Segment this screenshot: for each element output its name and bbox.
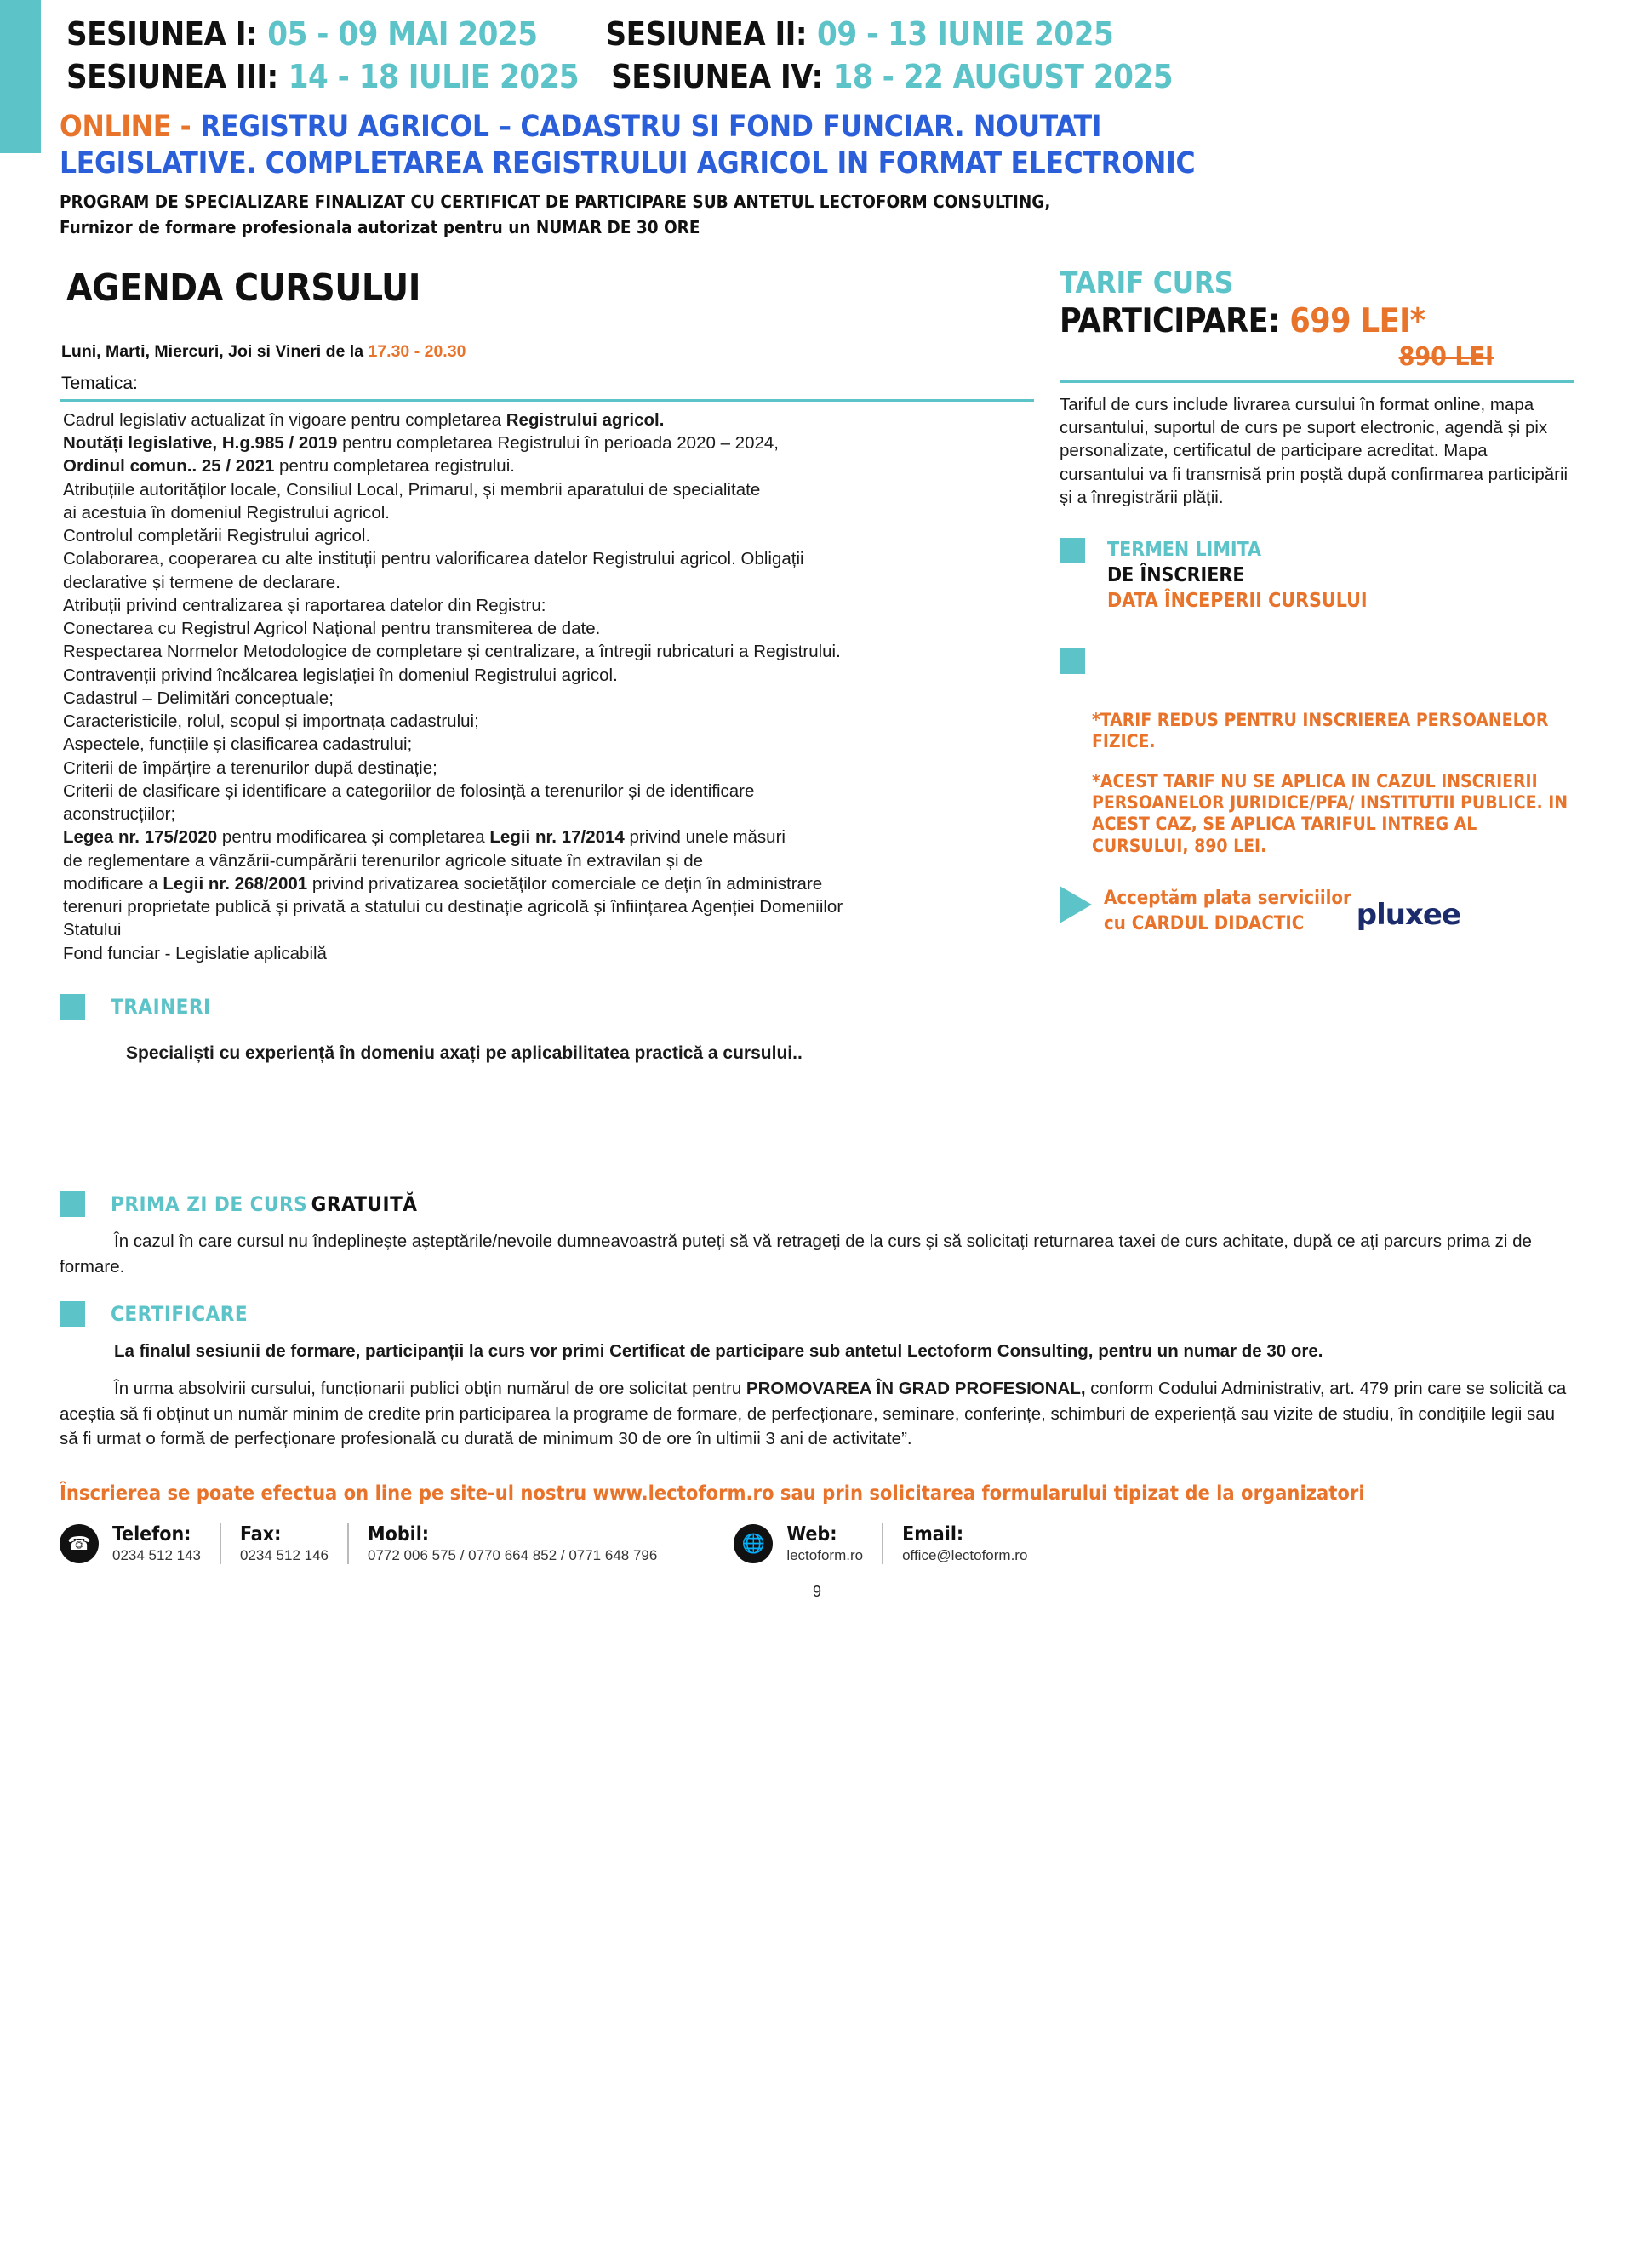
session-1 <box>66 15 538 53</box>
payment-line-2: cu CARDUL DIDACTIC <box>1104 913 1305 935</box>
globe-icon: 🌐 <box>734 1524 773 1563</box>
square-bullet-icon <box>1060 648 1085 674</box>
deadline-line-1: TERMEN LIMITA <box>1107 539 1261 562</box>
certificare-header <box>60 1301 1574 1327</box>
tarif-price-row <box>1060 302 1574 340</box>
footer-web <box>786 1523 863 1564</box>
mobil-label: Mobil: <box>368 1523 430 1546</box>
agenda-item: declarative și termene de declarare. <box>63 572 340 592</box>
agenda-column <box>60 266 1060 1064</box>
prima-zi-body-text: În cazul în care cursul nu îndeplinește așteptările/nevoile dumneavoastră puteți să vă retrageți de la curs și să solicitați returnarea taxei de curs achitate, după ce ați parcurs prima zi de formare. <box>60 1231 1532 1277</box>
traineri-header <box>60 994 1034 1020</box>
decorative-left-bar <box>0 0 41 153</box>
fax-label: Fax: <box>240 1523 282 1546</box>
agenda-item: Cadastrul – Delimitări conceptuale; <box>63 688 334 708</box>
agenda-item: Cadrul legislativ actualizat în vigoare pentru completarea Registrului agricol. <box>63 409 665 430</box>
agenda-item: Atribuții privind centralizarea și raportarea datelor din Registru: <box>63 595 546 615</box>
footer-email <box>902 1523 1027 1564</box>
certificare-label: CERTIFICARE <box>111 1302 249 1327</box>
tarif-notes <box>1092 710 1574 857</box>
tarif-note-1: *TARIF REDUS PENTRU INSCRIEREA PERSOANELOR FIZICE. <box>1092 709 1549 751</box>
agenda-heading: AGENDA CURSULUI <box>66 266 420 310</box>
session-2-label: SESIUNEA II: <box>605 15 808 53</box>
agenda-item: Colaborarea, cooperarea cu alte instituții pentru valorificarea datelor Registrului agricol. Obligații <box>63 549 804 569</box>
tematica-label: Tematica: <box>61 373 138 393</box>
agenda-item: Noutăți legislative, H.g.985 / 2019 pentru completarea Registrului în perioada 2020 – 2024, <box>63 433 779 454</box>
agenda-item: terenuri proprietate publică și privată a statului cu destinație agricolă și înființarea Agenției Domeniilor <box>63 897 843 917</box>
sessions-row-1 <box>66 15 1634 53</box>
agenda-item: Atribuțiile autorităților locale, Consiliul Local, Primarul, și membrii aparatului de specialitate <box>63 479 761 500</box>
agenda-item: Legea nr. 175/2020 pentru modificarea și completarea Legii nr. 17/2014 privind unele măsuri <box>63 827 786 848</box>
prima-zi-body <box>60 1229 1574 1279</box>
tarif-note-2: *ACEST TARIF NU SE APLICA IN CAZUL INSCRIERII PERSOANELOR JURIDICE/PFA/ INSTITUTII PUBLICE. IN ACEST CAZ, SE APLICA TARIFUL INTREG AL CURSULUI, 890 LEI. <box>1092 771 1568 856</box>
web-value: lectoform.ro <box>786 1547 864 1564</box>
square-bullet-icon <box>60 994 85 1020</box>
session-3 <box>66 58 579 95</box>
certificare-paragraph-1-text: La finalul sesiunii de formare, participanții la curs vor primi Certificat de participare sub antetul Lectoform Consulting, pentru un numar de 30 ore. <box>114 1341 1323 1362</box>
participare-label: PARTICIPARE: <box>1060 301 1280 340</box>
prima-zi-label-emph: GRATUITĂ <box>311 1191 418 1216</box>
payment-block <box>1060 886 1574 937</box>
agenda-item: Aspectele, funcțiile și clasificarea cadastrului; <box>63 734 413 755</box>
agenda-schedule <box>61 342 1034 362</box>
certificare-paragraph-2 <box>60 1376 1574 1452</box>
prima-zi-label-group <box>111 1192 418 1216</box>
agenda-item: ai acestuia în domeniul Registrului agricol. <box>63 502 391 523</box>
session-2 <box>606 15 1114 53</box>
deadline-line-3: DATA ÎNCEPERII CURSULUI <box>1107 589 1368 612</box>
agenda-item: Fond funciar - Legislatie aplicabilă <box>63 943 327 963</box>
certificare-section <box>60 1301 1574 1452</box>
session-3-label: SESIUNEA III: <box>66 58 278 95</box>
agenda-item: aconstrucțiilor; <box>63 804 176 825</box>
course-subtitle-line-1: PROGRAM DE SPECIALIZARE FINALIZAT CU CERTIFICAT DE PARTICIPARE SUB ANTETUL LECTOFORM CONSULTING, <box>60 191 1051 213</box>
session-1-dates: 05 - 09 MAI 2025 <box>267 15 538 53</box>
session-4 <box>611 58 1173 95</box>
agenda-item: Ordinul comun.. 25 / 2021 pentru completarea registrului. <box>63 456 515 477</box>
course-title-line-1 <box>60 109 1574 146</box>
footer-divider <box>882 1523 883 1564</box>
agenda-item: Respectarea Normelor Metodologice de completare și centralizare, a întregii rubricaturi a Registrului. <box>63 642 841 662</box>
square-bullet-icon <box>1060 538 1085 563</box>
course-subtitle-line-2: Furnizor de formare profesionala autorizat pentru un NUMAR DE 30 ORE <box>60 217 700 238</box>
bottom-sections <box>0 1191 1634 1505</box>
agenda-item: Contravenții privind încălcarea legislației în domeniul Registrului agricol. <box>63 665 618 685</box>
prima-zi-header <box>60 1191 1574 1217</box>
tarif-heading: TARIF CURS <box>1060 266 1234 300</box>
certificare-p2-part-1: În urma absolvirii cursului, funcționarii publici obțin numărul de ore solicitat pentru <box>114 1378 746 1398</box>
session-4-label: SESIUNEA IV: <box>611 58 823 95</box>
fax-value: 0234 512 146 <box>240 1547 329 1564</box>
prima-zi-label: PRIMA ZI DE CURS <box>111 1191 308 1216</box>
certificare-p2-part-2: conform Codului Administrativ, art. 479 prin care se solicită ca aceștia să fi obținut un număr minim de credite prin participarea la programe de formare, de perfecționare, seminare, conferințe, schimburi de experiență sau vizite de studiu, în condițiile legii sau să fi urmat o formă de perfecționare profesională cu durată de minimum 30 de ore în ultimii 3 ani de activitate”. <box>60 1378 1567 1449</box>
online-badge: ONLINE <box>60 110 171 144</box>
deadline-line-2: DE ÎNSCRIERE <box>1107 563 1245 586</box>
tarif-divider <box>1060 380 1574 383</box>
schedule-days: Luni, Marti, Miercuri, Joi si Vineri de la <box>61 341 369 361</box>
agenda-item: Controlul completării Registrului agricol. <box>63 526 371 546</box>
course-title-line-2: LEGISLATIVE. COMPLETAREA REGISTRULUI AGRICOL IN FORMAT ELECTRONIC <box>60 146 1196 180</box>
email-label: Email: <box>902 1523 964 1546</box>
deadline-block <box>1060 538 1574 614</box>
certificare-p2-emph: PROMOVAREA ÎN GRAD PROFESIONAL, <box>746 1378 1086 1398</box>
course-subtitle <box>60 190 1574 240</box>
agenda-items-list <box>60 408 1034 965</box>
session-2-dates: 09 - 13 IUNIE 2025 <box>817 15 1114 53</box>
traineri-body: Specialiști cu experiență în domeniu axați pe aplicabilitatea practică a cursului.. <box>126 1043 803 1063</box>
agenda-item: Criterii de clasificare și identificare a categoriilor de folosință a terenurilor și de identificare <box>63 780 755 801</box>
main-columns <box>0 241 1634 1064</box>
sessions-row-2 <box>66 58 1634 95</box>
schedule-hours: 17.30 - 20.30 <box>368 341 466 361</box>
footer-contact <box>0 1505 1634 1564</box>
footer-divider <box>220 1523 221 1564</box>
traineri-label: TRAINERI <box>111 994 211 1019</box>
square-bullet-icon <box>60 1191 85 1217</box>
tarif-column <box>1060 266 1574 1064</box>
footer-telefon <box>112 1523 201 1564</box>
sessions-header <box>0 0 1634 95</box>
agenda-item: modificare a Legii nr. 268/2001 privind privatizarea societăților comerciale ce dețin în administrare <box>63 873 823 894</box>
title-dash: - <box>170 110 201 144</box>
deadline-text <box>1107 538 1368 614</box>
footer-divider <box>347 1523 349 1564</box>
session-1-label: SESIUNEA I: <box>66 15 258 53</box>
agenda-divider <box>60 399 1034 402</box>
tarif-old-amount: 890 LEI <box>1398 341 1494 372</box>
tarif-includes-text: Tariful de curs include livrarea cursului în format online, mapa cursantului, suportul de curs pe suport electronic, agendă și pix personalizate, certificatul de participare acreditat. Mapa cursantului va fi transmisă prin poștă după confirmarea participării și a înregistrării plății. <box>1060 394 1568 507</box>
triangle-arrow-icon <box>1060 886 1092 923</box>
web-label: Web: <box>786 1523 837 1546</box>
payment-text <box>1104 886 1351 936</box>
agenda-item: Criterii de împărțire a terenurilor după destinație; <box>63 757 437 778</box>
session-4-dates: 18 - 22 AUGUST 2025 <box>832 58 1174 95</box>
tarif-amount: 699 LEI* <box>1289 301 1425 340</box>
prima-zi-section <box>60 1191 1574 1279</box>
enrollment-note: Înscrierea se poate efectua on line pe site-ul nostru www.lectoform.ro sau prin solicitarea formularului tipizat de la organizatori <box>60 1481 1365 1505</box>
telefon-label: Telefon: <box>112 1523 191 1546</box>
course-title-block <box>0 100 1634 241</box>
agenda-item: de reglementare a vânzării-cumpărării terenurilor agricole situate în extravilan și de <box>63 850 704 871</box>
phone-icon: ☎ <box>60 1524 99 1563</box>
agenda-item: Conectarea cu Registrul Agricol Național pentru transmiterea de date. <box>63 619 601 639</box>
square-bullet-icon <box>60 1301 85 1327</box>
pluxee-logo: pluxee <box>1356 897 1461 932</box>
telefon-value: 0234 512 143 <box>112 1547 201 1564</box>
footer-mobil <box>368 1523 657 1564</box>
email-value: office@lectoform.ro <box>902 1547 1028 1564</box>
course-title-part-1: REGISTRU AGRICOL – CADASTRU SI FOND FUNCIAR. NOUTATI <box>200 110 1102 144</box>
agenda-item: Statului <box>63 920 122 940</box>
agenda-item: Caracteristicile, rolul, scopul și importnața cadastrului; <box>63 711 479 732</box>
certificare-paragraph-1 <box>60 1339 1574 1364</box>
page-number: 9 <box>812 1583 821 1601</box>
footer-fax <box>240 1523 329 1564</box>
session-3-dates: 14 - 18 IULIE 2025 <box>288 58 580 95</box>
payment-line-1: Acceptăm plata serviciilor <box>1104 888 1351 910</box>
mobil-value: 0772 006 575 / 0770 664 852 / 0771 648 796 <box>368 1547 658 1564</box>
